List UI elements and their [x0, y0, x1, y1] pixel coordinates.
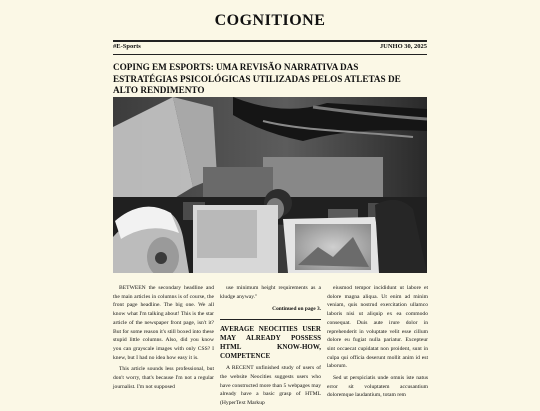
lan-party-photo	[113, 97, 427, 273]
column-divider	[220, 319, 321, 320]
continued-link[interactable]: Continued on page 3.	[272, 306, 321, 313]
column-paragraph: A RECENT unfinished study of users of the website Neocities suggests users who have constructed more than 5 webpages may already have a basic grasp of HTML (HyperText Markup	[220, 365, 321, 406]
newspaper-masthead: COGNITIONE	[214, 12, 326, 29]
column-paragraph: eiusmod tempor incididunt ut labore et dolore magna aliqua. Ut enim ad minim veniam, quis nostrud exercitation ullamco laboris nisi ut aliquip ex ea commodo consequat. Duis aute irure dolor in reprehenderit in voluptate velit esse cillum dolore eu fugiat nulla pariatur. Excepteur sint occaecat cupidatat non proident, sunt in culpa qui officia deserunt mollit anim id est laborum.	[327, 285, 428, 370]
masthead-rule	[113, 40, 427, 42]
article-column-1	[113, 284, 214, 394]
column-paragraph: BETWEEN the secondary headline and the main articles in columns is of course, the front page headline. The big one. We all know what I'm talking about! This is the star article of the newspaper front page, isn't it? But for some reason it's still boxed into these stupid little columns. Also, did you know you can grayscale images with only CSS? I knew, but I had no idea how easy it is.	[113, 285, 214, 361]
main-headline: COPING EM ESPORTS: UMA REVISÃO NARRATIVA DAS ESTRATÉGIAS PSICOLÓGICAS UTILIZADAS PELOS ATLETAS DE ALTO RENDIMENTO	[113, 62, 401, 95]
secondary-headline: AVERAGE NEOCITIES USER MAY ALREADY POSSESS HTML KNOW-HOW, COMPETENCE	[220, 325, 321, 361]
column-paragraph: This article sounds less professional, but don't worry, that's because I'm not a regular journalist. I'm not supposed	[113, 366, 214, 390]
column-paragraph: Sed ut perspiciatis unde omnis iste natus error sit voluptatem accusantium doloremque laudantium, totam rem	[327, 375, 428, 399]
article-column-2	[220, 284, 321, 411]
article-column-3	[327, 284, 428, 403]
issue-date: JUNHO 30, 2025	[379, 43, 427, 50]
column-paragraph: use minimum height requirements as a kludge anyway."	[220, 285, 321, 300]
meta-rule	[113, 54, 427, 55]
section-label: #E-Sports	[113, 43, 141, 50]
